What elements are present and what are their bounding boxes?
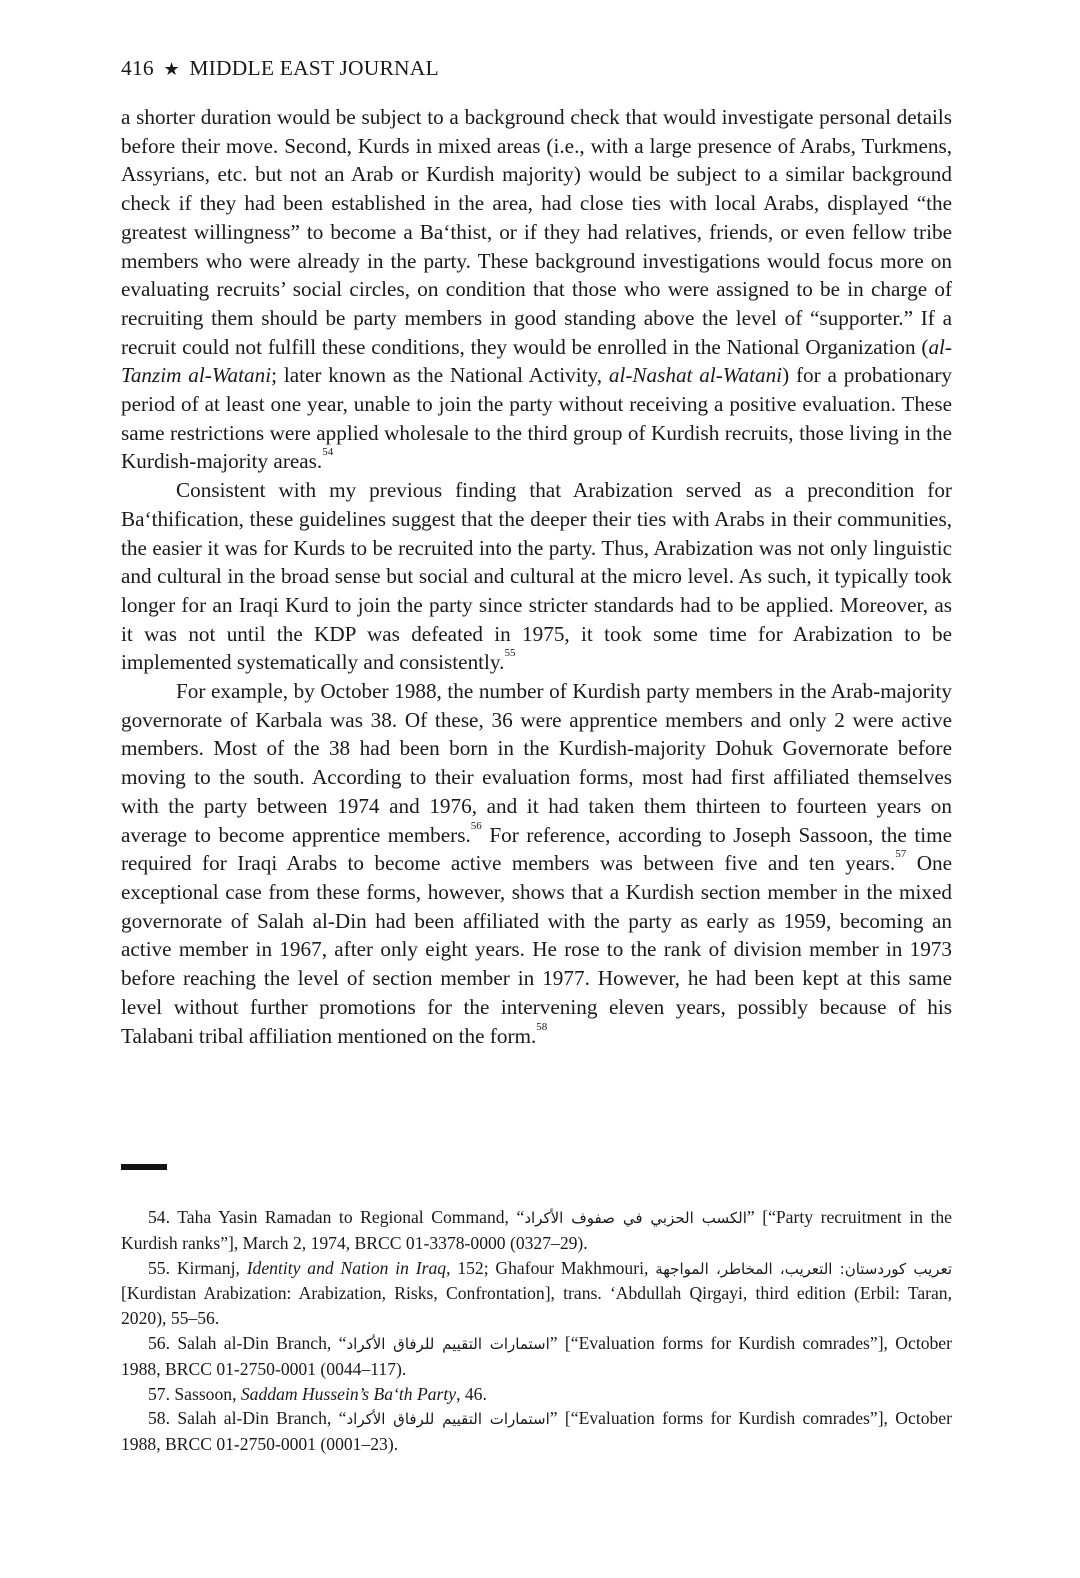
footnote-ref[interactable]: 57 — [895, 848, 907, 861]
footnote-55 — [121, 1256, 952, 1331]
text-run: , 46. — [456, 1383, 487, 1404]
page-number: 416 — [121, 56, 154, 80]
footnote-ref[interactable]: 58 — [536, 1020, 548, 1033]
text-run: ” [“Evaluation forms for Kurdish comrades”], October 1988, BRCC 01-2750-0001 (0044–117). — [121, 1332, 952, 1379]
body-text — [121, 103, 952, 1050]
arabic-title: استمارات التقييم للرفاق الأكراد — [346, 1410, 550, 1429]
paragraph-1 — [121, 103, 952, 476]
text-run: 55. Kirmanj, — [148, 1257, 247, 1278]
journal-title: MIDDLE EAST JOURNAL — [189, 56, 439, 80]
footnote-ref[interactable]: 54 — [322, 446, 334, 459]
text-run: ” [“Evaluation forms for Kurdish comrades”], October 1988, BRCC 01-2750-0001 (0001–23). — [121, 1408, 952, 1455]
text-run: One exceptional case from these forms, however, shows that a Kurdish section member in the mixed governorate of Salah al-Din had been affiliated with the party as early as 1959, becoming an active member in 1967, after only eight years. He rose to the rank of division member in 1973 before reaching the level of section member in 1977. However, he had been kept at this same level without further promotions for the intervening eleven years, possibly because of his Talabani tribal affiliation mentioned on the form. — [121, 851, 952, 1048]
paragraph-3 — [121, 677, 952, 1050]
text-run: Consistent with my previous finding that Arabization served as a precondition for Ba‘thification, these guidelines suggest that the deeper their ties with Arabs in their communities, the easier it was for Kurds to be recruited into the party. Thus, Arabization was not only linguistic and cultural in the broad sense but social and cultural at the micro level. As such, it typically took longer for an Iraqi Kurd to join the party since stricter standards had to be applied. Moreover, as it was not until the KDP was defeated in 1975, it took some time for Arabization to be implemented systematically and consistently. — [121, 478, 952, 675]
italic-title: Identity and Nation in Iraq — [246, 1257, 447, 1278]
text-run: , 152; Ghafour Makhmouri, — [446, 1257, 656, 1278]
arabic-title: الكسب الحزبي في صفوف الأكراد — [524, 1209, 747, 1227]
text-run: ) for a probationary period of at least one year, unable to join the party without receiving a positive evaluation. These same restrictions were applied wholesale to the third group of Kurdish recruits, those living in the Kurdish-majority areas. — [121, 363, 952, 474]
text-run: a shorter duration would be subject to a background check that would investigate personal details before their move. Second, Kurds in mixed areas (i.e., with a large presence of Arabs, Turkmens, Assyrians, etc. but not an Arab or Kurdish majority) would be subject to a similar background check if they had been established in the area, had close ties with local Arabs, displayed “the greatest willingness” to become a Ba‘thist, or if they had relatives, friends, or even fellow tribe members who were already in the party. These background investigations would focus more on evaluating recruits’ social circles, on condition that those who were assigned to be in charge of recruiting them should be party members in good standing above the level of “supporter.” If a recruit could not fulfill these conditions, they would be enrolled in the National Organization ( — [121, 105, 952, 359]
running-head — [121, 56, 439, 81]
arabic-title: تعريب كوردستان: التعريب، المخاطر، المواجهة — [655, 1259, 952, 1278]
text-run: [Kurdistan Arabization: Arabization, Risks, Confrontation], trans. ‘Abdullah Qirgayi, third edition (Erbil: Taran, 2020), 55–56. — [121, 1283, 952, 1329]
footnote-ref[interactable]: 56 — [470, 819, 482, 832]
text-run: 56. Salah al-Din Branch, “ — [148, 1332, 347, 1353]
arabic-title: استمارات التقييم للرفاق الأكراد — [346, 1334, 550, 1353]
footnotes — [121, 1205, 952, 1457]
star-icon: ★ — [163, 59, 180, 79]
footnote-ref[interactable]: 55 — [504, 647, 516, 660]
footnote-56 — [121, 1331, 952, 1382]
text-run: For example, by October 1988, the number of Kurdish party members in the Arab-majority governorate of Karbala was 38. Of these, 36 were apprentice members and only 2 were active members. Most of the 38 had been born in the Kurdish-majority Dohuk Governorate before moving to the south. According to their evaluation forms, most had first affiliated themselves with the party between 1974 and 1976, and it had taken them thirteen to fourteen years on average to become apprentice members. — [121, 679, 952, 847]
italic-title: Saddam Hussein’s Ba‘th Party — [240, 1383, 457, 1404]
text-run: ; later known as the National Activity, — [271, 363, 609, 388]
italic-term: al-Tanzim al-Watani — [121, 334, 952, 388]
text-run: ” [“Party recruitment in the Kurdish ranks”], March 2, 1974, BRCC 01-3378-0000 (0327–29). — [121, 1207, 952, 1253]
footnote-57 — [121, 1382, 952, 1407]
italic-term: al-Nashat al-Watani — [608, 363, 783, 388]
paragraph-2 — [121, 476, 952, 677]
footnote-58 — [121, 1406, 952, 1457]
footnote-54 — [121, 1205, 952, 1256]
text-run: 57. Sassoon, — [148, 1383, 241, 1404]
text-run: For reference, according to Joseph Sassoon, the time required for Iraqi Arabs to become active members was between five and ten years. — [121, 822, 953, 876]
text-run: 58. Salah al-Din Branch, “ — [148, 1408, 347, 1429]
text-run: 54. Taha Yasin Ramadan to Regional Command, “ — [148, 1207, 525, 1227]
footnote-divider — [121, 1164, 167, 1170]
